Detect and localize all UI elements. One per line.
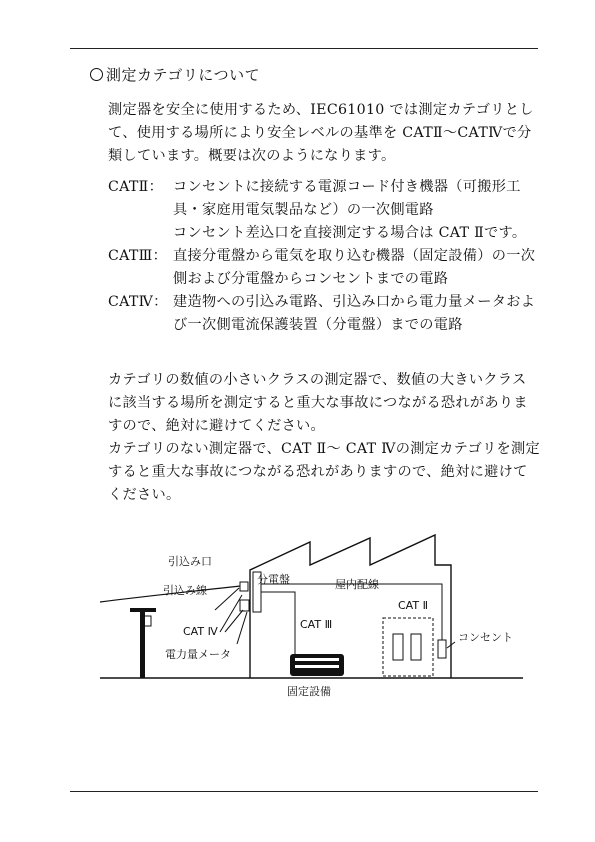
label-fixed-equipment: 固定設備 (287, 685, 331, 698)
service-entrance-box (240, 582, 248, 591)
category-description: コンセントに接続する電源コード付き機器（可搬形工具・家庭用電気製品など）の一次側電路 コンセント差込口を直接測定する場合は CAT Ⅱです。 (173, 179, 527, 241)
circle-bullet-icon (90, 68, 103, 81)
heading-text: 測定カテゴリについて (106, 66, 261, 84)
category-item-cat4 (108, 291, 540, 337)
transformer-coil (411, 634, 421, 660)
category-description: 建造物への引込み電路、引込み口から電力量メータおよび一次側電流保護装置（分電盤）までの電路 (173, 294, 536, 333)
cat3-wire (261, 592, 295, 675)
intro-paragraph: 測定器を安全に使用するため、IEC61010 では測定カテゴリとして、使用する場所により安全レベルの基準を CATⅡ〜CATⅣで分類しています。概要は次のようになります。 (108, 102, 534, 164)
pole-crossarm (130, 608, 156, 612)
label-outlet: コンセント (458, 631, 513, 644)
category-label: CATⅡ： (108, 179, 164, 195)
motor-stripe (295, 658, 339, 661)
label-distribution-panel: 分電盤 (257, 573, 290, 586)
label-service-entrance: 引込み口 (168, 555, 212, 568)
measurement-category-diagram (95, 520, 525, 710)
warning-paragraph: カテゴリの数値の小さいクラスの測定器で、数値の大きいクラスに該当する場所を測定すると重大な事故につながる恐れがありますので、絶対に避けてください。 カテゴリのない測定器で、CAT Ⅱ〜 CAT Ⅳの測定カテゴリを測定すると重大な事故につながる恐れがありますので、絶対に避けてください。 (108, 372, 541, 503)
label-meter: 電力量メータ (165, 648, 231, 661)
category-list (108, 176, 540, 337)
motor-stripe (295, 665, 339, 668)
category-label: CATⅣ： (108, 294, 168, 310)
meter-box (240, 600, 249, 611)
label-indoor-wiring: 屋内配線 (335, 578, 379, 591)
appliance-box (383, 618, 433, 676)
transformer-coil (393, 634, 403, 660)
outlet-icon (438, 640, 446, 658)
label-service-drop: 引込み線 (163, 584, 207, 597)
label-cat3: CAT Ⅲ (300, 618, 333, 631)
category-item-cat3 (108, 245, 540, 291)
bottom-rule (70, 791, 538, 792)
top-rule (70, 48, 538, 49)
arrow-line (237, 612, 247, 644)
category-item-cat2 (108, 176, 540, 245)
label-cat4: CAT Ⅳ (183, 625, 218, 638)
category-label: CATⅢ： (108, 248, 168, 264)
section-heading (90, 64, 260, 85)
label-cat2: CAT Ⅱ (398, 599, 428, 612)
category-description: 直接分電盤から電気を取り込む機器（固定設備）の一次側および分電盤からコンセントまでの電路 (173, 248, 536, 287)
arrow-line (225, 610, 243, 632)
arrow-line (220, 595, 242, 632)
